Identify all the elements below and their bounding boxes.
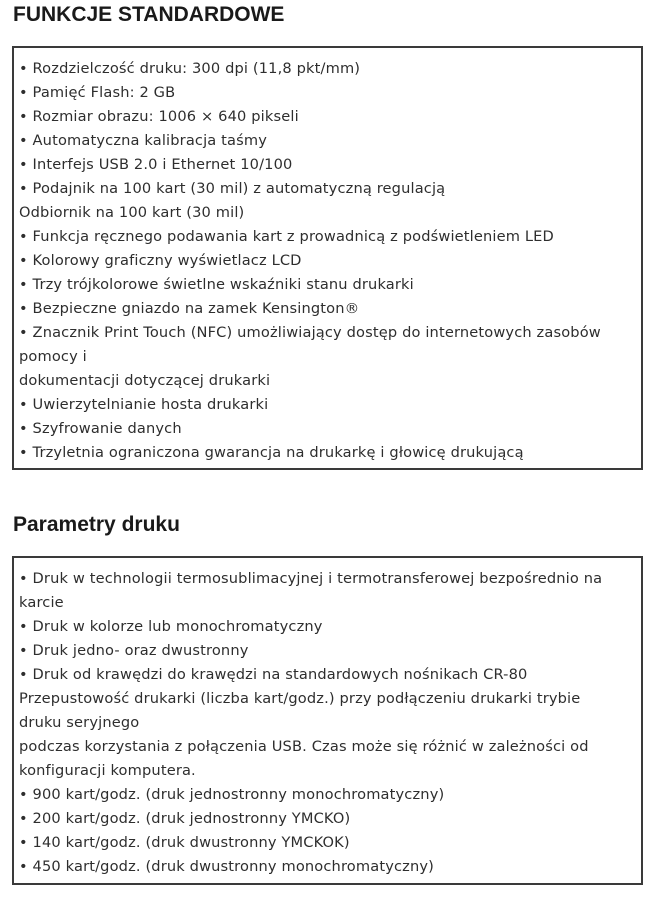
feature-line: • Bezpieczne gniazdo na zamek Kensington®: [19, 300, 360, 317]
parameter-line: • 200 kart/godz. (druk jednostronny YMCKO): [19, 810, 351, 827]
feature-line: • Podajnik na 100 kart (30 mil) z automatyczną regulacją: [19, 180, 446, 197]
parameter-line: • 450 kart/godz. (druk dwustronny monochromatyczny): [19, 858, 434, 875]
feature-line: • Szyfrowanie danych: [19, 420, 182, 437]
section-title-print-parameters: Parametry druku: [13, 513, 180, 536]
feature-line: • Interfejs USB 2.0 i Ethernet 10/100: [19, 156, 293, 173]
feature-line: • Automatyczna kalibracja taśmy: [19, 132, 268, 149]
feature-line: • Uwierzytelnianie hosta drukarki: [19, 396, 269, 413]
feature-line: • Znacznik Print Touch (NFC) umożliwiający dostęp do internetowych zasobów: [19, 324, 601, 341]
print-parameters-box: [12, 556, 643, 885]
parameter-line: • 900 kart/godz. (druk jednostronny monochromatyczny): [19, 786, 445, 803]
feature-line: pomocy i: [19, 348, 87, 365]
section-title-standard-features: FUNKCJE STANDARDOWE: [13, 3, 285, 26]
feature-line: • Funkcja ręcznego podawania kart z prowadnicą z podświetleniem LED: [19, 228, 554, 245]
feature-line: • Rozdzielczość druku: 300 dpi (11,8 pkt/mm): [19, 60, 361, 77]
feature-line: dokumentacji dotyczącej drukarki: [19, 372, 271, 389]
parameter-line: • Druk od krawędzi do krawędzi na standardowych nośnikach CR-80: [19, 666, 528, 683]
feature-line: • Kolorowy graficzny wyświetlacz LCD: [19, 252, 302, 269]
parameter-line: druku seryjnego: [19, 714, 140, 731]
parameter-line: • Druk jedno- oraz dwustronny: [19, 642, 249, 659]
parameter-line: podczas korzystania z połączenia USB. Czas może się różnić w zależności od: [19, 738, 589, 755]
parameter-line: • Druk w technologii termosublimacyjnej i termotransferowej bezpośrednio na: [19, 570, 603, 587]
parameter-line: • Druk w kolorze lub monochromatyczny: [19, 618, 323, 635]
parameter-line: • 140 kart/godz. (druk dwustronny YMCKOK): [19, 834, 350, 851]
parameter-line: Przepustowość drukarki (liczba kart/godz.) przy podłączeniu drukarki trybie: [19, 690, 581, 707]
feature-line: • Rozmiar obrazu: 1006 × 640 pikseli: [19, 108, 299, 125]
feature-line: • Pamięć Flash: 2 GB: [19, 84, 176, 101]
feature-line: Odbiornik na 100 kart (30 mil): [19, 204, 245, 221]
parameter-line: karcie: [19, 594, 64, 611]
feature-line: • Trzy trójkolorowe świetlne wskaźniki stanu drukarki: [19, 276, 414, 293]
parameter-line: konfiguracji komputera.: [19, 762, 196, 779]
feature-line: • Trzyletnia ograniczona gwarancja na drukarkę i głowicę drukującą: [19, 444, 524, 461]
standard-features-box: [12, 46, 643, 470]
